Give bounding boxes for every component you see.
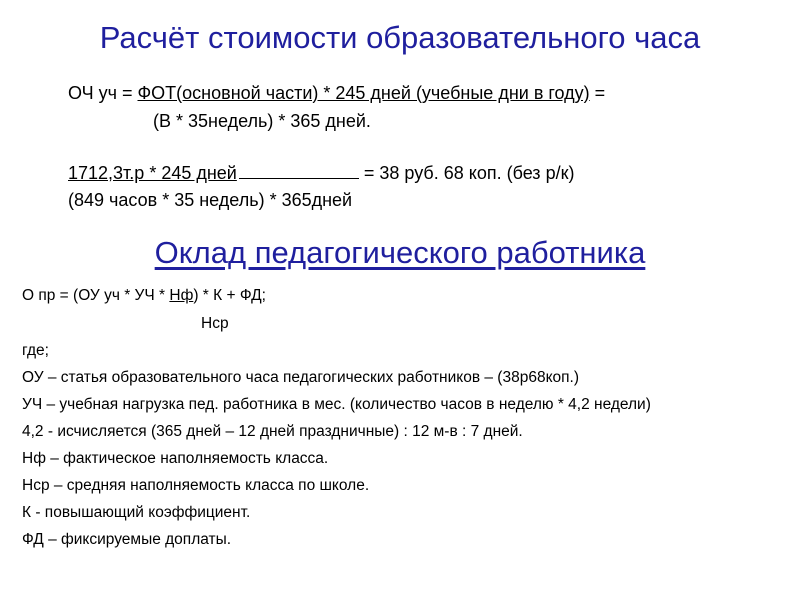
calculation-line [68,163,574,184]
fraction-bar [239,178,359,179]
section-title: Оклад педагогического работника [154,235,646,270]
definition-line: где; [22,342,49,359]
calculation-result: = 38 руб. 68 коп. (без р/к) [358,163,575,183]
formula-denominator: (В * 35недель) * 365 дней. [153,111,371,131]
formula-prefix: ОЧ уч = [68,83,138,103]
definition-line: К - повышающий коэффициент. [22,504,251,521]
definition-line: 4,2 - исчисляется (365 дней – 12 дней праздничные) : 12 м-в : 7 дней. [22,423,523,440]
definition-line: Нср – средняя наполняемость класса по школе. [22,477,370,494]
formula-suffix: = [589,83,606,103]
definition-line: Нф – фактическое наполняемость класса. [22,450,329,467]
calculation-numerator: 1712,3т.р * 245 дней [68,163,237,183]
salary-formula-part1: О пр = (ОУ уч * УЧ * [22,287,170,304]
definition-line: ФД – фиксируемые доплаты. [22,531,232,548]
salary-formula-part2: ) * К + ФД; [193,287,266,304]
slide-title: Расчёт стоимости образовательного часа [99,20,701,55]
salary-formula-nf: Нф [169,287,194,304]
formula-numerator: ФОТ(основной части) * 245 дней (учебные дни в году) [137,83,590,103]
formula-salary [22,287,266,305]
calculation-denominator: (849 часов * 35 недель) * 365дней [68,190,353,210]
formula-hourly-cost [68,83,605,104]
definition-line: УЧ – учебная нагрузка пед. работника в мес. (количество часов в неделю * 4,2 недели) [22,396,651,413]
definition-line: ОУ – статья образовательного часа педагогических работников – (38р68коп.) [22,369,580,386]
salary-formula-denominator: Нср [201,315,229,332]
